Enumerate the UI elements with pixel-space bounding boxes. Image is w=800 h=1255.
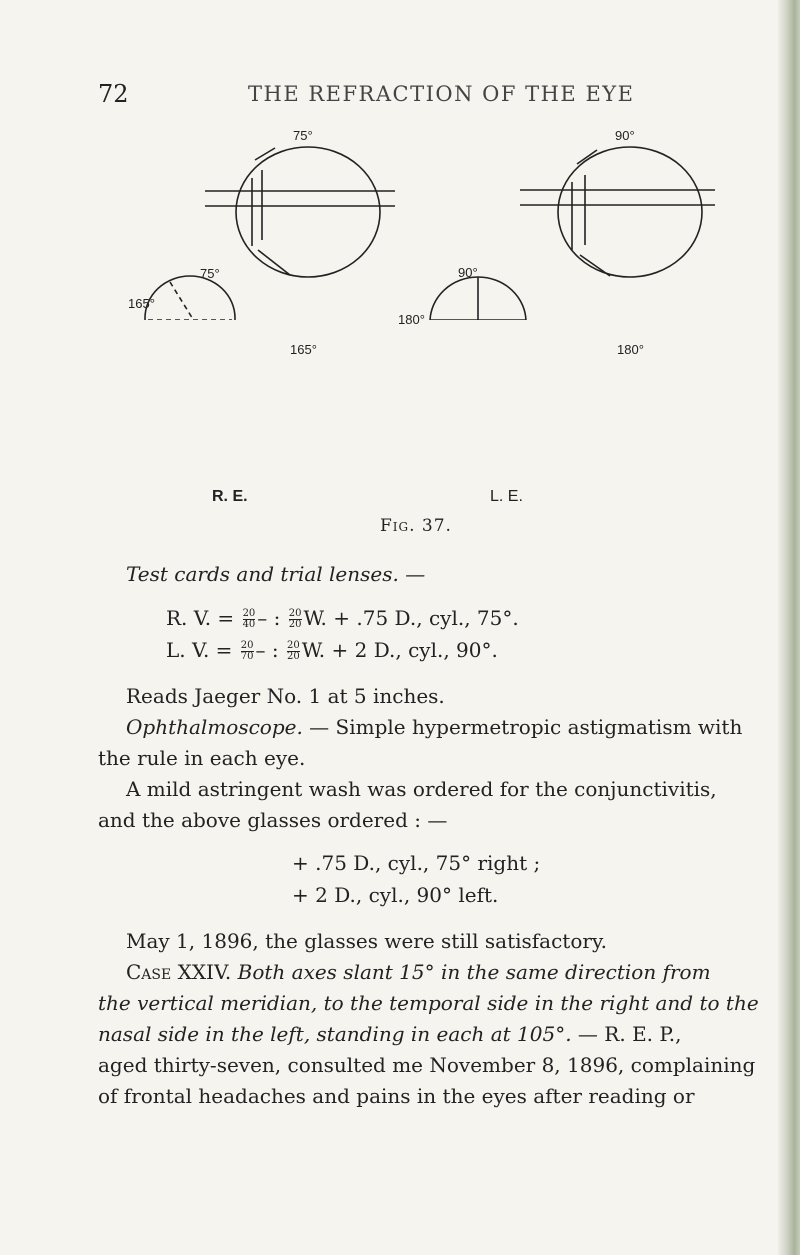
case-rest-3: — R. E. P., xyxy=(571,1022,682,1046)
wash-line-2: and the above glasses ordered : — xyxy=(98,808,448,832)
case-italic-1: Both axes slant 15° in the same direction from xyxy=(237,960,711,984)
label-90-small: 90° xyxy=(458,265,478,280)
reads-line: Reads Jaeger No. 1 at 5 inches. xyxy=(126,684,445,708)
ophth-line-2: the rule in each eye. xyxy=(98,746,306,770)
may-line: May 1, 1896, the glasses were still satisfactory. xyxy=(126,929,607,953)
rv-mid: – : xyxy=(257,606,281,630)
rv-frac-2: $\frac{20}{20}$ xyxy=(288,608,302,630)
lv-frac-1: $\frac{20}{70}$ xyxy=(240,640,254,662)
case-line-1 xyxy=(126,957,711,988)
label-180-left: 180° xyxy=(398,312,425,327)
figure-caption: Fig. 37. xyxy=(380,516,452,536)
running-title: THE REFRACTION OF THE EYE xyxy=(248,82,635,106)
label-165-left: 165° xyxy=(128,296,155,311)
lv-suffix: W. + 2 D., cyl., 90°. xyxy=(301,638,498,662)
ophth-text-1: — Simple hypermetropic astigmatism with xyxy=(302,715,743,739)
rx-line-2: + 2 D., cyl., 90° left. xyxy=(292,883,499,907)
label-75-top: 75° xyxy=(293,128,313,143)
lv-frac-2: $\frac{20}{20}$ xyxy=(286,640,300,662)
rv-line xyxy=(166,603,519,634)
rx-line-1: + .75 D., cyl., 75° right ; xyxy=(292,851,541,875)
rv-frac-1: $\frac{20}{40}$ xyxy=(242,608,256,630)
ophth-line-1 xyxy=(126,712,742,743)
lv-mid: – : xyxy=(255,638,279,662)
case-line-3 xyxy=(98,1019,682,1050)
lv-line xyxy=(166,635,498,666)
case-line-5: of frontal headaches and pains in the eyes after reading or xyxy=(98,1084,695,1108)
label-left-eye: L. E. xyxy=(490,488,523,505)
label-75-small: 75° xyxy=(200,266,220,281)
lv-prefix: L. V. = xyxy=(166,638,233,662)
label-165-bottom: 165° xyxy=(290,342,317,357)
rv-suffix: W. + .75 D., cyl., 75°. xyxy=(303,606,519,630)
case-line-4: aged thirty-seven, consulted me November 8, 1896, complaining xyxy=(98,1053,756,1077)
label-180-right: 180° xyxy=(617,342,644,357)
figure-37-lower xyxy=(0,0,800,330)
wash-line-1: A mild astringent wash was ordered for the conjunctivitis, xyxy=(126,777,717,801)
rv-prefix: R. V. = xyxy=(166,606,235,630)
case-italic-3: nasal side in the left, standing in each at 105°. xyxy=(98,1022,572,1046)
label-right-eye: R. E. xyxy=(212,488,248,505)
heading-test-cards: Test cards and trial lenses. — xyxy=(126,562,426,586)
ophth-label: Ophthalmoscope. xyxy=(126,715,303,739)
case-label: Case XXIV. xyxy=(126,960,232,984)
label-90-top: 90° xyxy=(615,128,635,143)
page-number: 72 xyxy=(98,80,129,108)
case-line-2: the vertical meridian, to the temporal side in the right and to the xyxy=(98,991,759,1015)
